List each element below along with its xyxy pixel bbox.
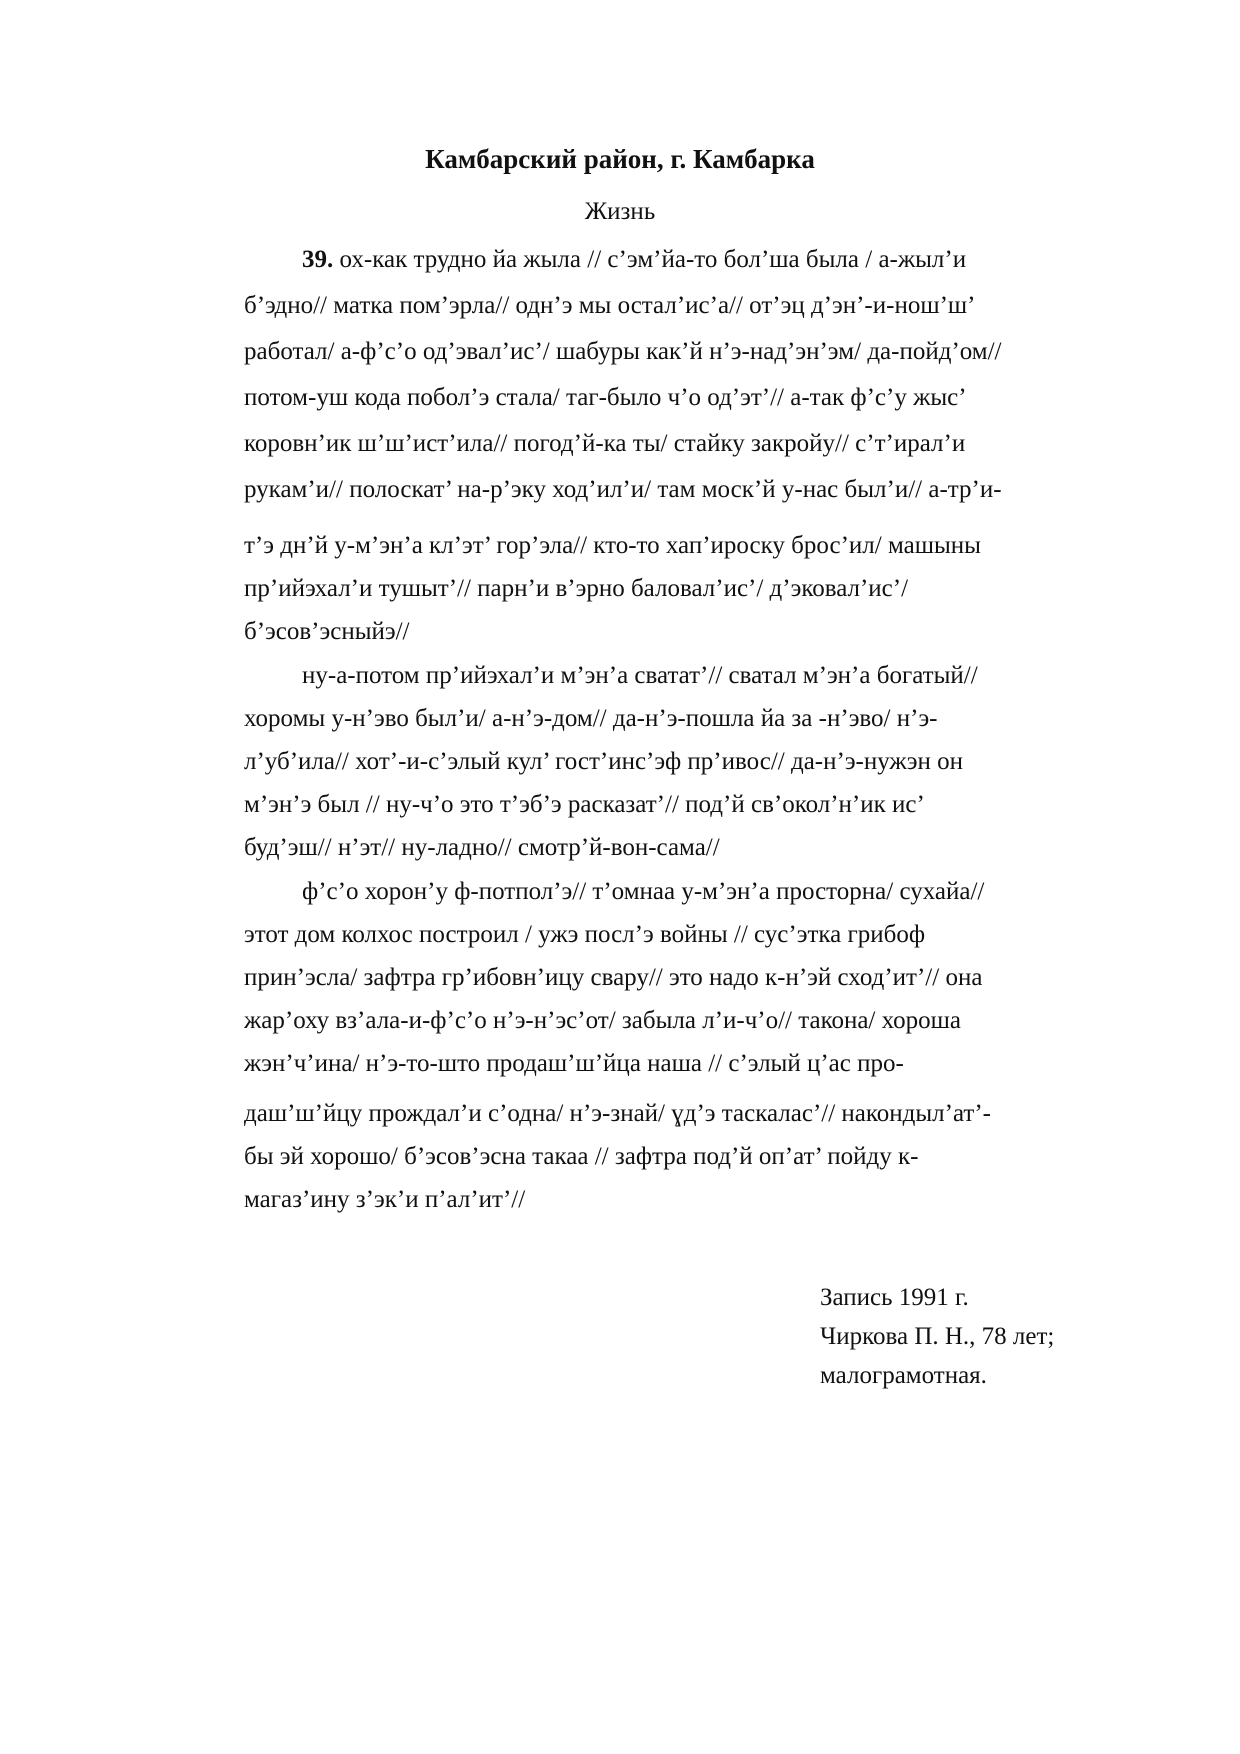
text-line: б’эдно// матка пом’эрла// одн’э мы остал’ис’а// от’эц д’эн’-и-нош’ш’ [244,292,976,319]
text-line: бы эй хорошо/ б’эсов’эсна такаа // зафтра под’й оп’ат’ пойду к- [244,1143,919,1170]
text-line: магаз’ину з’эк’и п’ал’ит’// [244,1186,526,1213]
text-line: м’эн’э был // ну-ч’о это т’эб’э расказат’// под’й св’окол’н’ик ис’ [244,791,925,818]
text-line: пр’ийэхал’и тушыт’// парн’и в’эрно баловал’ис’/ д’эковал’ис’/ [244,575,909,602]
text-line: жар’оху вз’ала-и-ф’с’о н’э-н’эс’от/ забыла л’и-ч’о// такона/ хороша [244,1007,962,1034]
text-line: рукам’и// полоскат’ на-р’эку ход’ил’и/ там моск’й у-нас был’и// а-тр’и- [244,476,1002,503]
signature-record-year: Запись 1991 г. [820,1284,969,1311]
signature-note: малограмотная. [820,1362,987,1389]
text-line: ну-а-потом пр’ийэхал’и м’эн’а сватат’// сватал м’эн’а богатый// [302,662,978,689]
text-line: коровн’ик ш’ш’ист’ила// погод’й-ка ты/ стайку закройу// с’т’ирал’и [244,430,966,457]
text-line: т’э дн’й у-м’эн’а кл’эт’ гор’эла// кто-то хап’ироску брос’ил/ машыны [244,532,981,559]
entry-number: 39. [302,246,334,273]
line-text: ох-как трудно йа жыла // с’эм’йа-то бол’ша была / а-жыл’и [339,246,967,273]
text-line: б’эсов’эсныйэ// [244,618,410,645]
text-line: этот дом колхос построил / ужэ посл’э войны // сус’этка грибоф [244,921,926,948]
text-line: даш’ш’йцу прождал’и с’одна/ н’э-знай/ ɣд’э таскалас’// накондыл’ат’- [244,1100,991,1127]
text-line: буд’эш// н’эт// ну-ладно// смотр’й-вон-сама// [244,834,720,861]
text-line: потом-уш кода побол’э стала/ таг-было ч’о од’эт’// а-так ф’с’у жыс’ [244,384,967,411]
text-line: прин’эсла/ зафтра гр’ибовн’ицу свару// это надо к-н’эй сход’ит’// она [244,964,983,991]
document-subheading: Жизнь [584,198,656,225]
document-heading: Камбарский район, г. Камбарка [425,144,815,174]
text-line: ф’с’о хорон’у ф-потпол’э// т’омнаа у-м’эн’а просторна/ сухайа// [302,878,985,905]
signature-informant: Чиркова П. Н., 78 лет; [820,1323,1055,1350]
text-line [302,244,1114,276]
text-line: л’уб’ила// хот’-и-с’элый кул’ гост’инс’эф пр’ивос// да-н’э-нужэн он [244,748,963,775]
text-line: жэн’ч’ина/ н’э-то-што продаш’ш’йца наша // с’элый ц’ас про- [244,1050,904,1077]
text-line: работал/ а-ф’с’о од’эвал’ис’/ шабуры как’й н’э-над’эн’эм/ да-пойд’ом// [244,338,1002,365]
text-line: хоромы у-н’эво был’и/ а-н’э-дом// да-н’э-пошла йа за -н’эво/ н’э- [244,705,938,732]
